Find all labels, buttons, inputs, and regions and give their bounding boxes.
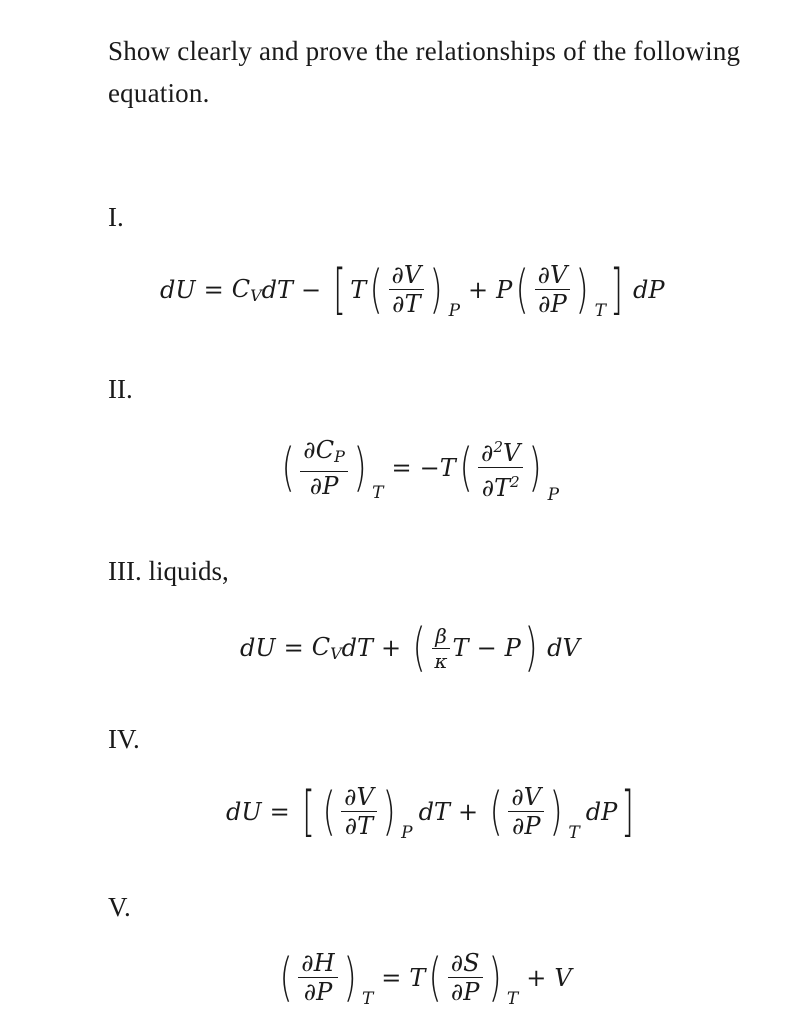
equation-5 [276, 947, 572, 1009]
eq4-partial-2: ( $\frac{\partial V}{\partial P}$ ) T [489, 781, 580, 843]
eq5-T: T [409, 963, 426, 992]
equation-1 [160, 257, 665, 321]
eq5-plus: + [526, 963, 547, 992]
eq5-partial-2: ( $\frac{\partial S}{\partial P}$ ) T [428, 947, 519, 1009]
eq5-equals: = [381, 963, 402, 992]
eq3-dV: dV [547, 634, 580, 662]
eq1-cv: $C_V$ [231, 274, 262, 305]
item-label-1: I. [108, 202, 124, 232]
eq4-dT: dT [418, 797, 450, 826]
eq4-partial-1: ( $\frac{\partial V}{\partial T}$ ) P [322, 781, 413, 843]
eq3-lhs: dU [240, 634, 276, 662]
equation-2 [278, 434, 560, 505]
eq4-right-bracket: ] [621, 779, 635, 843]
eq2-partial-1: ( $\frac{\partial C_P}{\partial P}$ ) T [281, 435, 384, 503]
eq3-cv: $C_V$ [311, 633, 342, 663]
eq2-minus: − [419, 453, 440, 482]
eq1-dP: dP [633, 275, 665, 304]
eq3-equals: = [283, 634, 304, 662]
item-label-5: V. [108, 892, 131, 922]
eq1-lhs: dU [160, 275, 196, 304]
eq1-plus: + [468, 275, 489, 304]
equation-4 [226, 779, 638, 843]
equation-3 [240, 618, 580, 678]
eq1-right-bracket: ] [610, 257, 623, 321]
item-label-2: II. [108, 374, 133, 404]
eq1-partial-2: ( $\frac{\partial V}{\partial P}$ ) T [515, 259, 606, 321]
eq4-plus: + [457, 797, 479, 826]
eq4-equals: = [269, 797, 290, 826]
eq1-minus: − [301, 275, 322, 304]
eq1-T: T [350, 275, 367, 304]
eq1-left-bracket: [ [333, 257, 346, 321]
eq1-equals: = [203, 275, 224, 304]
item-label-3: III. liquids, [108, 556, 229, 586]
eq4-left-bracket: [ [301, 779, 315, 843]
eq5-partial-1: ( $\frac{\partial H}{\partial P}$ ) T [279, 947, 374, 1009]
eq4-lhs: dU [226, 797, 262, 826]
eq3-dT: dT [341, 634, 374, 662]
eq2-partial-2: ( $\frac{\partial^2V}{\partial T^2}$ ) P [456, 434, 559, 501]
question-prompt: Show clearly and prove the relationships of the following equation. [108, 36, 741, 108]
eq2-equals: = [391, 453, 412, 482]
eq1-P: P [496, 275, 513, 304]
eq3-plus: + [381, 634, 402, 662]
eq1-dT: dT [261, 275, 294, 304]
eq4-dP: dP [585, 797, 618, 826]
eq3-group: ( $\frac{\beta}{\kappa}$ T − P ) [412, 618, 538, 678]
eq1-partial-1: ( $\frac{\partial V}{\partial T}$ ) P [369, 259, 461, 321]
eq2-T: T [439, 453, 456, 482]
eq5-V: V [554, 963, 572, 992]
item-label-4: IV. [108, 724, 140, 754]
